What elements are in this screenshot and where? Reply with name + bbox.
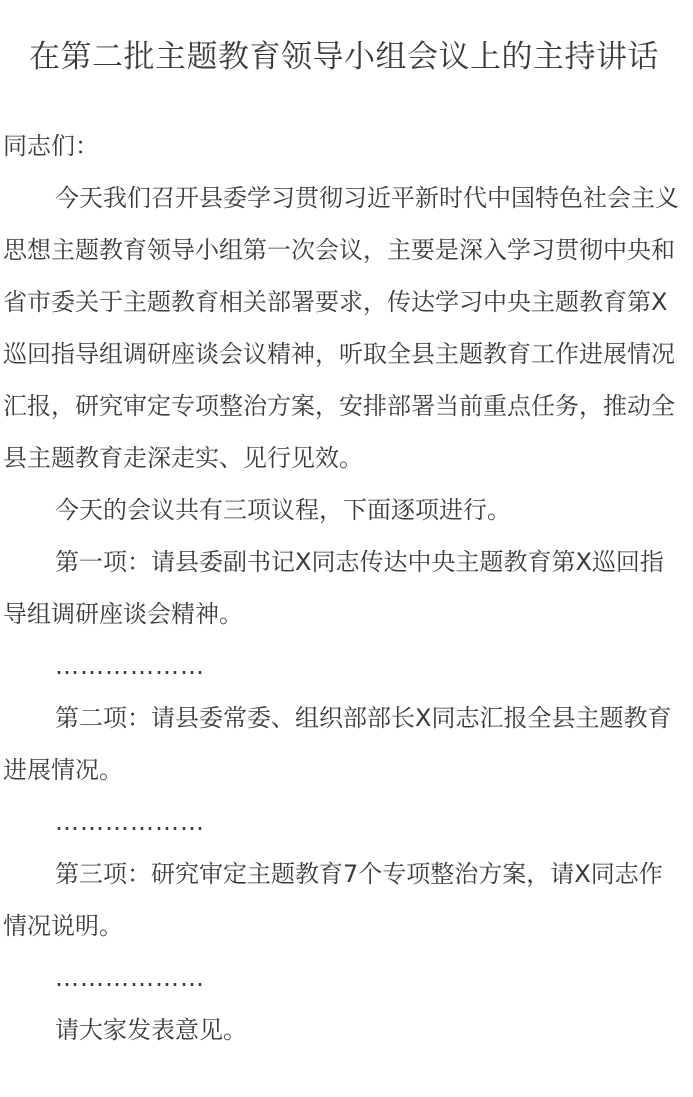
document-title: 在第二批主题教育领导小组会议上的主持讲话 (29, 39, 659, 75)
paragraph-agenda: 今天的会议共有三项议程，下面逐项进行。 (55, 496, 511, 524)
paragraph-closing: 请大家发表意见。 (55, 1016, 247, 1044)
paragraph-item-1: 第一项：请县委副书记X同志传达中央主题教育第X巡回指导组调研座谈会精神。 (3, 548, 664, 628)
document-body (3, 120, 685, 1056)
paragraph-item-3: 第三项：研究审定主题教育7个专项整治方案，请X同志作情况说明。 (3, 860, 663, 940)
ellipsis-3: ……………… (55, 964, 205, 992)
paragraph-item-2: 第二项：请县委常委、组织部部长X同志汇报全县主题教育进展情况。 (3, 704, 672, 784)
ellipsis-2: ……………… (55, 808, 205, 836)
paragraph-intro: 今天我们召开县委学习贯彻习近平新时代中国特色社会主义思想主题教育领导小组第一次会议，主要是深入学习贯彻中央和省市委关于主题教育相关部署要求，传达学习中央主题教育第X巡回指导组调研座谈会议精神，听取全县主题教育工作进展情况汇报，研究审定专项整治方案，安排部署当前重点任务，推动全县主题教育走深走实、见行见效。 (3, 184, 679, 472)
salutation: 同志们： (3, 132, 99, 160)
ellipsis-1: ……………… (55, 652, 205, 680)
